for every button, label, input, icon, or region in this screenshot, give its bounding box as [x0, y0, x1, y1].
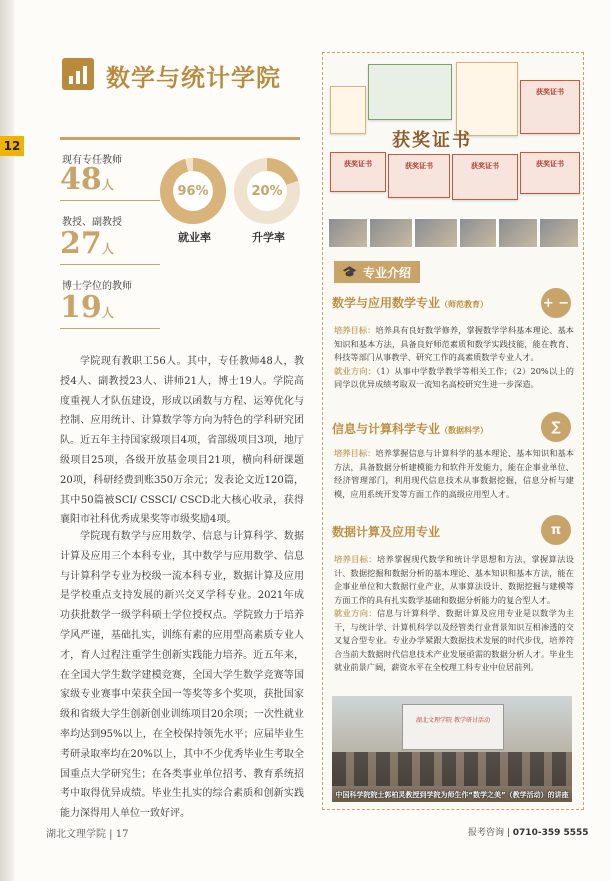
- certificate-image: [456, 62, 518, 136]
- stat-value-doctors: 19人: [60, 290, 114, 325]
- event-photo: [414, 218, 458, 248]
- major-description-math: 培养目标：培养具有良好数学修养，掌握数学学科基本理论、基本知识和基本方法，具备良好师范素质和数学实践技能，能在教育、科技等部门从事教学、研究工作的高素质数学专业人才。 就业方向：（1）从事中学数学教学等相关工作；（2）20%以上的同学以优异成绩考取双一流知名高校研究生进一步深造。: [334, 325, 574, 389]
- employment-rate-label: 就业率: [178, 231, 211, 244]
- graduation-cap-icon: 🎓: [342, 265, 357, 279]
- stat-label-professors: 教授、副教授: [62, 217, 122, 228]
- event-photo: [539, 218, 579, 248]
- major-description-data: 培养目标：培养掌握现代数学和统计学思想和方法，掌握算法设计、数据挖掘和数据分析的基本理论、基本知识和基本方法，能在企事业单位和大数据行业产业，从事算法设计、数据挖掘与建模等方面工作的具有扎实数学基础和数据分析能力的复合型人才。 就业方向：信息与计算科学、数据计算及应用专业是以数学为主干，与统计学、计算机科学以及经管类行业背景知识互相渗透的交叉复合型专业。专业办学紧跟大数据技术发展的时代步伐，培养符合当前大数据时代信息技术产业发展亟需的数据分析人才。毕业生就业前景广阔，薪资水平在全校理工科专业中位居前列。: [334, 554, 574, 672]
- event-photo: [328, 218, 368, 248]
- intro-paragraph-majors: 学院现有数学与应用数学、信息与计算科学、数据计算及应用三个本科专业，其中数学与应用数学、信息与计算科学专业为校级一流本科专业，数据计算及应用是学校重点支持发展的新兴交叉学科专业。2021年成功获批数学一级学科硕士学位授权点。学院致力于培养学风严谨，基础扎实，训练有素的应用型高素质专业人才，育人过程注重学生创新实践能力培养。近五年来，在全国大学生数学建模竞赛，全国大学生数学竞赛等国家级专业赛事中荣获全国一等奖等多个奖项，获批国家级和省级大学生创新创业训练项目20余项；一次性就业率均达到95%以上，在全校保持领先水平；应届毕业生考研录取率均在20%以上，其中不少优秀毕业生考取全国重点大学研究生；在各类事业单位招考、教育系统招考中取得优异成绩。毕业生扎实的综合素质和创新实践能力深得用人单位一致好评。: [60, 531, 304, 820]
- math-operators-icon: + −: [541, 288, 571, 318]
- page-tab: 12: [0, 136, 24, 156]
- footer-contact: 报考咨询 | 0710-359 5555: [468, 828, 589, 838]
- major-description-information: 培养目标：培养掌握信息与计算科学的基本理论、基本知识和基本方法，具备数据分析建模能力和软件开发能力，能在企事业单位、经济管理部门，利用现代信息技术从事数据挖掘，信息分析与建模，应用系统开发等方面工作的高级应用型人才。: [334, 448, 574, 499]
- major-title-math: 数学与应用数学专业（师范教育）: [332, 296, 489, 310]
- certificate-image: 获奖证书: [520, 80, 580, 134]
- event-photo: [459, 218, 497, 248]
- stat-label-doctors: 博士学位的教师: [62, 281, 132, 292]
- stat-value-teachers: 48人: [60, 162, 114, 197]
- certificate-image: [368, 64, 452, 120]
- lecture-photo: [332, 696, 572, 802]
- certificate-image: [330, 86, 366, 134]
- certificate-image: 获奖证书: [330, 152, 386, 192]
- award-certificates-title: 获奖证书: [392, 130, 472, 151]
- major-title-information: 信息与计算科学专业（数据科学）: [332, 422, 489, 436]
- further-study-rate-donut: 20%: [234, 158, 300, 224]
- employment-rate-donut: 96%: [160, 158, 226, 224]
- certificate-image: 获奖证书: [452, 154, 518, 200]
- projection-screen: 湖北文理学院 教学研讨活动: [402, 704, 504, 750]
- divider: [60, 200, 160, 201]
- event-photo: [498, 218, 538, 248]
- event-photo: [369, 218, 413, 248]
- stat-label-teachers: 现有专任教师: [62, 155, 122, 166]
- further-study-rate-label: 升学率: [252, 231, 285, 244]
- footer-school-page: 湖北文理学院 | 17: [46, 829, 129, 840]
- section-header-majors: 🎓 专业介绍: [334, 261, 420, 283]
- certificate-image: 获奖证书: [388, 154, 450, 198]
- stat-value-professors: 27人: [60, 226, 114, 261]
- intro-paragraph-faculty: 学院现有教职工56人。其中，专任教师48人，教授4人、副教授23人、讲师21人，博士19人。学院高度重视人才队伍建设，形成以函数与方程、运筹优化与控制、应用统计、计算数学等方向为特色的学科研究团队。近五年主持国家级项目4项，省部级项目3项，地厅级项目25项，各级开放基金项目21项，横向科研课题20项，科研经费到账350万余元；发表论文近120篇，其中50篇被SCI/ CSSCI/ CSCD北大核心收录，获得襄阳市社科优秀成果奖等市级奖励4项。: [60, 356, 304, 526]
- divider: [60, 264, 160, 265]
- certificate-image: 获奖证书: [520, 152, 580, 194]
- audience: [332, 752, 572, 786]
- chart-icon: [62, 58, 94, 90]
- sigma-icon: ∑: [541, 412, 571, 442]
- pi-icon: π: [541, 515, 571, 545]
- page-title: 数学与统计学院: [106, 64, 281, 92]
- divider: [60, 328, 160, 329]
- divider: [60, 137, 300, 140]
- page-binding: [0, 0, 14, 881]
- major-title-data: 数据计算及应用专业: [332, 525, 441, 539]
- photo-caption: 中国科学院院士郭柏灵教授到学院为师生作“数学之美”（教学活动）的讲座: [335, 791, 569, 799]
